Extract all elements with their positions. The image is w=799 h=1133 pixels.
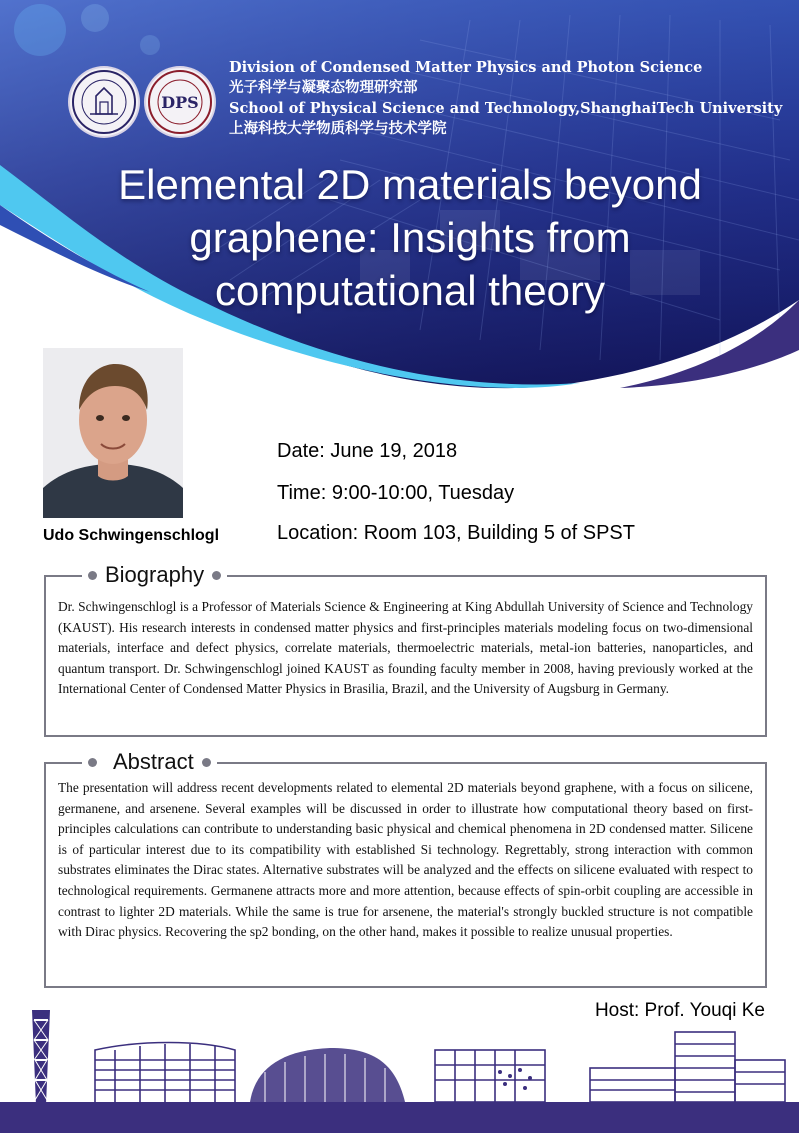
org-line-school: School of Physical Science and Technology,ShanghaiTech University xyxy=(229,100,783,117)
biography-heading xyxy=(82,562,227,588)
tower-icon xyxy=(32,1010,50,1105)
dps-logo-text: DPS xyxy=(161,93,199,112)
talk-title xyxy=(70,158,750,317)
bullet-dot xyxy=(88,758,97,767)
biography-box xyxy=(44,575,767,737)
biography-title: Biography xyxy=(105,562,205,587)
event-time: Time: 9:00-10:00, Tuesday xyxy=(277,482,515,504)
dps-logo xyxy=(146,68,214,136)
abstract-heading xyxy=(82,749,217,775)
host: Host: Prof. Youqi Ke xyxy=(594,1000,765,1021)
bullet-dot xyxy=(212,571,221,580)
abstract-title: Abstract xyxy=(113,749,194,774)
bullet-dot xyxy=(88,571,97,580)
footer-buildings-illustration xyxy=(0,1010,799,1133)
shanghaitech-university-logo xyxy=(70,68,138,136)
title-line: computational theory xyxy=(215,267,605,314)
speaker-name: Udo Schwingenschlogl xyxy=(43,527,220,544)
biography-text: Dr. Schwingenschlogl is a Professor of Materials Science & Engineering at King Abdullah University of Science and Technology (KAUST). His research interests in condensed matter physics and first-principles materials modeling focus on two-dimensional materials, interface and defect physics, correlate materials, thermoelectric materials, metal-ion batteries, nanoparticles, and quantum transport. Dr. Schwingenschlogl joined KAUST as founding faculty member in 2008, having previously worked at the International Center of Condensed Matter Physics in Brasilia, Brazil, and the University of Augsburg in Germany. xyxy=(58,599,753,697)
abstract-box xyxy=(44,762,767,988)
title-line: Elemental 2D materials beyond xyxy=(118,161,702,208)
event-location: Location: Room 103, Building 5 of SPST xyxy=(277,522,635,544)
org-line-school-cn: 上海科技大学物质科学与技术学院 xyxy=(229,120,447,137)
title-line: graphene: Insights from xyxy=(189,214,631,261)
bullet-dot xyxy=(202,758,211,767)
speaker-photo xyxy=(43,348,183,518)
abstract-text: The presentation will address recent developments related to elemental 2D materials beyond graphene, with a focus on silicene, germanene, and arsenene. Several examples will be discussed in order to illustrate how computational theory based on first-principles calculations can contribute to understanding basic physical and chemical phenomena in 2D condensed matter. Silicene is of particular interest due to its compatibility with established Si technology. Regrettably, strong interaction with common substrates eliminates the Dirac states. Alternative substrates will be analyzed and the effects on silicene evaluated with respect to technological requirements. Germanene attracts more and more attention, because effects of spin-orbit coupling are accessible in contrast to lighter 2D materials. While the same is true for arsenene, the material's strongly buckled structure is not compatible with Dirac physics. Recovering the sp2 bonding, on the other hand, makes it possible to realize unusual properties. xyxy=(58,780,753,940)
org-line-division-cn: 光子科学与凝聚态物理研究部 xyxy=(229,79,418,96)
org-line-division: Division of Condensed Matter Physics and Photon Science xyxy=(229,59,703,76)
event-date: Date: June 19, 2018 xyxy=(277,440,458,462)
